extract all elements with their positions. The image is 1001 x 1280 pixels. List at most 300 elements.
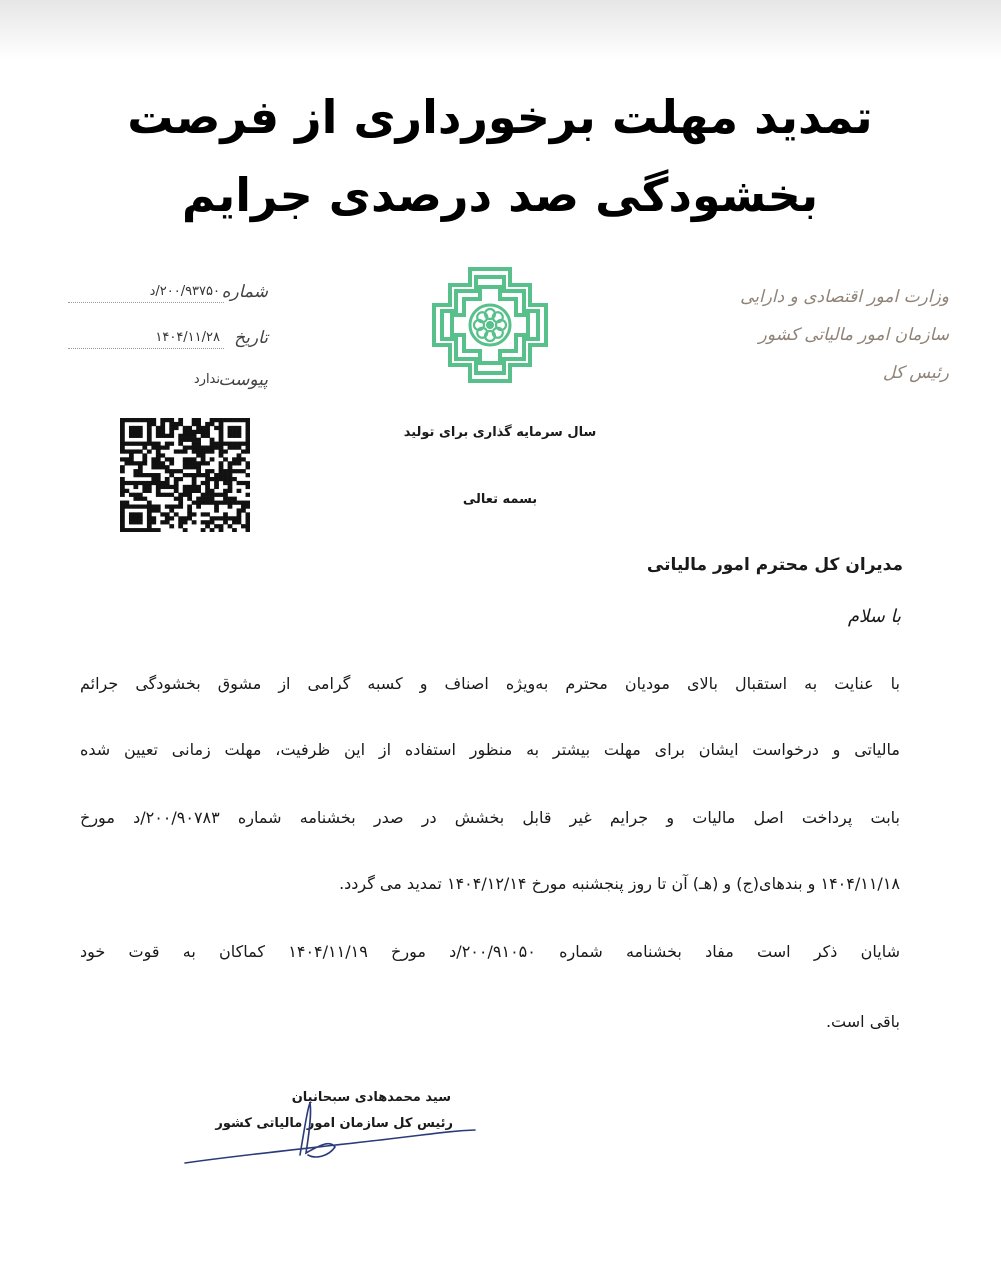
qr-module [241, 501, 246, 505]
qr-module [142, 461, 147, 465]
qr-module [142, 446, 147, 450]
qr-module [120, 524, 125, 528]
qr-module [142, 418, 147, 422]
qr-module [241, 442, 246, 446]
qr-module [246, 449, 250, 453]
qr-module [241, 418, 246, 422]
qr-module [178, 469, 183, 473]
qr-module [156, 504, 161, 508]
qr-module [228, 489, 233, 493]
qr-module [246, 473, 250, 477]
qr-module [223, 512, 228, 516]
qr-module [246, 442, 250, 446]
qr-module [228, 430, 233, 434]
qr-module [133, 430, 138, 434]
headline [60, 78, 940, 234]
qr-module [237, 469, 242, 473]
qr-module [142, 473, 147, 477]
qr-module [178, 493, 183, 497]
qr-module [214, 426, 219, 430]
emblem-rosette-center [486, 321, 494, 329]
qr-module [228, 477, 233, 481]
body-line-1: با عنایت به استقبال بالای مودیان محترم به‌ویژه اصناف و کسبه گرامی از مشوق بخشودگی جرائم [80, 674, 900, 693]
qr-module [214, 473, 219, 477]
qr-module [151, 442, 156, 446]
qr-module [237, 481, 242, 485]
qr-module [223, 418, 228, 422]
qr-module [174, 485, 179, 489]
qr-module [165, 418, 170, 422]
qr-module [232, 477, 237, 481]
qr-module [205, 497, 210, 501]
qr-module [165, 504, 170, 508]
qr-module [187, 504, 192, 508]
qr-module [120, 516, 125, 520]
qr-module [223, 473, 228, 477]
qr-module [228, 473, 233, 477]
qr-module [219, 461, 224, 465]
qr-module [174, 469, 179, 473]
qr-module [156, 457, 161, 461]
qr-module [156, 446, 161, 450]
qr-module [228, 469, 233, 473]
qr-module [156, 442, 161, 446]
qr-module [201, 501, 206, 505]
qr-module [223, 501, 228, 505]
qr-module [205, 520, 210, 524]
qr-module [223, 477, 228, 481]
qr-module [165, 434, 170, 438]
qr-module [160, 426, 165, 430]
qr-module [129, 520, 134, 524]
qr-module [205, 481, 210, 485]
qr-module [237, 508, 242, 512]
meta-date-underline [68, 348, 224, 349]
qr-module [151, 477, 156, 481]
qr-module [183, 489, 188, 493]
qr-module [142, 481, 147, 485]
qr-module [124, 442, 129, 446]
qr-module [201, 461, 206, 465]
qr-module [196, 446, 201, 450]
qr-module [187, 434, 192, 438]
meta-attachment-value: ندارد [193, 372, 220, 387]
qr-module [142, 453, 147, 457]
qr-module [120, 512, 125, 516]
qr-module [160, 461, 165, 465]
qr-module [219, 449, 224, 453]
qr-module [201, 512, 206, 516]
qr-module [214, 418, 219, 422]
qr-module [147, 418, 152, 422]
qr-module [228, 485, 233, 489]
qr-module [214, 504, 219, 508]
qr-module [129, 430, 134, 434]
qr-module [210, 422, 215, 426]
qr-module [120, 434, 125, 438]
qr-module [237, 430, 242, 434]
qr-module [223, 442, 228, 446]
qr-module [178, 418, 183, 422]
qr-module [151, 473, 156, 477]
qr-module [151, 446, 156, 450]
qr-module [192, 485, 197, 489]
qr-module [129, 512, 134, 516]
qr-module [192, 434, 197, 438]
qr-module [120, 422, 125, 426]
qr-module [120, 485, 125, 489]
qr-module [138, 426, 143, 430]
qr-module [192, 449, 197, 453]
qr-module [165, 516, 170, 520]
qr-module [133, 449, 138, 453]
qr-module [214, 442, 219, 446]
qr-module [147, 501, 152, 505]
qr-module [156, 477, 161, 481]
qr-module [246, 418, 250, 422]
qr-module [205, 426, 210, 430]
qr-module [120, 430, 125, 434]
qr-module [160, 512, 165, 516]
qr-module [201, 520, 206, 524]
qr-module [192, 430, 197, 434]
qr-module [196, 422, 201, 426]
body-line-2: مالیاتی و درخواست ایشان برای مهلت بیشتر به منظور استفاده از این ظرفیت، مهلت زمانی تعیین شده [80, 740, 900, 759]
qr-module [169, 473, 174, 477]
qr-module [228, 434, 233, 438]
qr-module [205, 430, 210, 434]
qr-module [129, 528, 134, 532]
qr-module [232, 442, 237, 446]
qr-module [142, 457, 147, 461]
qr-module [124, 457, 129, 461]
qr-module [228, 516, 233, 520]
qr-module [187, 516, 192, 520]
qr-module [147, 426, 152, 430]
qr-module [120, 469, 125, 473]
qr-module [147, 516, 152, 520]
meta-date-label: تاریخ [234, 328, 268, 348]
qr-module [201, 449, 206, 453]
qr-module [214, 446, 219, 450]
qr-module [120, 501, 125, 505]
qr-module [169, 434, 174, 438]
qr-module [237, 426, 242, 430]
qr-module [219, 524, 224, 528]
qr-module [214, 524, 219, 528]
qr-module [165, 469, 170, 473]
qr-module [169, 461, 174, 465]
recipient: مدیران کل محترم امور مالیاتی [646, 555, 903, 575]
qr-module [228, 461, 233, 465]
qr-module [205, 477, 210, 481]
qr-module [147, 422, 152, 426]
qr-module [219, 434, 224, 438]
qr-module [241, 508, 246, 512]
qr-module [142, 442, 147, 446]
qr-module [192, 477, 197, 481]
qr-module [147, 430, 152, 434]
qr-module [124, 481, 129, 485]
qr-module [246, 434, 250, 438]
qr-module [223, 516, 228, 520]
qr-module [232, 516, 237, 520]
qr-module [138, 461, 143, 465]
qr-module [138, 442, 143, 446]
qr-module [187, 497, 192, 501]
meta-date-value: ۱۴۰۴/۱۱/۲۸ [155, 330, 220, 345]
qr-module [196, 465, 201, 469]
qr-module [205, 493, 210, 497]
qr-module [138, 516, 143, 520]
qr-module [133, 520, 138, 524]
qr-module [205, 434, 210, 438]
year-slogan: سال سرمایه گذاری برای تولید [403, 425, 597, 440]
qr-module [214, 516, 219, 520]
qr-module [169, 469, 174, 473]
qr-module [201, 528, 206, 532]
qr-module [142, 489, 147, 493]
qr-module [178, 449, 183, 453]
qr-module [165, 493, 170, 497]
qr-module [151, 457, 156, 461]
top-shadow [0, 0, 1001, 60]
qr-module [187, 457, 192, 461]
qr-module [178, 422, 183, 426]
qr-module [237, 520, 242, 524]
qr-module [241, 449, 246, 453]
qr-module [196, 430, 201, 434]
qr-module [120, 528, 125, 532]
qr-module [183, 485, 188, 489]
qr-module [210, 477, 215, 481]
qr-module [246, 481, 250, 485]
qr-module [133, 512, 138, 516]
qr-module [138, 418, 143, 422]
qr-module [223, 493, 228, 497]
qr-module [192, 481, 197, 485]
qr-module [178, 524, 183, 528]
qr-module [129, 493, 134, 497]
qr-module [183, 457, 188, 461]
qr-module [219, 493, 224, 497]
qr-module [138, 469, 143, 473]
qr-module [174, 489, 179, 493]
qr-module [214, 485, 219, 489]
qr-module [187, 508, 192, 512]
qr-module [120, 489, 125, 493]
qr-module [169, 524, 174, 528]
qr-module [192, 520, 197, 524]
qr-module [151, 418, 156, 422]
qr-module [120, 493, 125, 497]
qr-module [147, 473, 152, 477]
qr-module [232, 426, 237, 430]
qr-module [228, 504, 233, 508]
qr-module [160, 430, 165, 434]
qr-module [169, 422, 174, 426]
qr-module [183, 516, 188, 520]
qr-module [138, 481, 143, 485]
qr-module [147, 434, 152, 438]
tax-organization-emblem [430, 265, 550, 385]
qr-module [129, 426, 134, 430]
qr-module [160, 493, 165, 497]
qr-module [192, 446, 197, 450]
qr-module [228, 481, 233, 485]
qr-module [205, 485, 210, 489]
qr-module [156, 485, 161, 489]
qr-module [147, 512, 152, 516]
qr-module [237, 434, 242, 438]
qr-module [192, 457, 197, 461]
qr-module [210, 418, 215, 422]
qr-module [151, 461, 156, 465]
qr-module [120, 504, 125, 508]
qr-module [120, 508, 125, 512]
qr-module [178, 438, 183, 442]
qr-module [120, 465, 125, 469]
qr-module [196, 501, 201, 505]
qr-module [147, 449, 152, 453]
qr-module [196, 438, 201, 442]
qr-module [174, 422, 179, 426]
qr-module [151, 481, 156, 485]
qr-module [205, 524, 210, 528]
qr-module [151, 504, 156, 508]
qr-module [138, 434, 143, 438]
qr-module [138, 449, 143, 453]
qr-module [192, 512, 197, 516]
qr-module [219, 430, 224, 434]
qr-module [223, 457, 228, 461]
qr-module [246, 465, 250, 469]
qr-module [147, 481, 152, 485]
qr-module [138, 430, 143, 434]
qr-module [129, 449, 134, 453]
ministry-line-3: رئیس کل [882, 363, 949, 383]
qr-module [232, 497, 237, 501]
qr-module [228, 426, 233, 430]
qr-module [246, 528, 250, 532]
qr-module [205, 449, 210, 453]
qr-module [120, 449, 125, 453]
qr-module [178, 501, 183, 505]
qr-module [169, 516, 174, 520]
qr-module [183, 520, 188, 524]
body-line-4: ۱۴۰۴/۱۱/۱۸ و بندهای(ج) و (هـ) آن تا روز پنجشنبه مورخ ۱۴۰۴/۱۲/۱۴ تمدید می گردد. [339, 874, 900, 893]
meta-number-value: ۲۰۰/۹۳۷۵۰/د [149, 284, 220, 299]
qr-module [151, 520, 156, 524]
qr-module [219, 438, 224, 442]
qr-module [205, 489, 210, 493]
qr-module [133, 497, 138, 501]
qr-module [133, 434, 138, 438]
qr-module [133, 485, 138, 489]
qr-module [205, 446, 210, 450]
qr-module [210, 457, 215, 461]
qr-module [219, 469, 224, 473]
qr-module [219, 446, 224, 450]
qr-module [241, 457, 246, 461]
qr-module [196, 461, 201, 465]
qr-module [120, 442, 125, 446]
qr-module [219, 426, 224, 430]
qr-module [165, 442, 170, 446]
qr-module [246, 485, 250, 489]
qr-module [214, 481, 219, 485]
qr-module [138, 520, 143, 524]
qr-module [138, 512, 143, 516]
qr-module [205, 469, 210, 473]
qr-module [183, 446, 188, 450]
qr-module [232, 457, 237, 461]
qr-module [237, 461, 242, 465]
qr-module [156, 489, 161, 493]
qr-module [187, 489, 192, 493]
qr-module [124, 418, 129, 422]
qr-module [160, 453, 165, 457]
qr-module [201, 497, 206, 501]
qr-module [147, 520, 152, 524]
qr-module [192, 418, 197, 422]
qr-module [183, 430, 188, 434]
qr-module [232, 434, 237, 438]
qr-module [246, 493, 250, 497]
qr-module [156, 453, 161, 457]
qr-module [183, 461, 188, 465]
qr-module [246, 461, 250, 465]
qr-module [169, 418, 174, 422]
qr-module [214, 477, 219, 481]
qr-module [129, 418, 134, 422]
qr-module [223, 449, 228, 453]
qr-module [133, 473, 138, 477]
qr-module [147, 524, 152, 528]
qr-module [156, 430, 161, 434]
qr-module [201, 457, 206, 461]
qr-module [120, 438, 125, 442]
qr-module [138, 465, 143, 469]
qr-module [246, 520, 250, 524]
qr-module [210, 449, 215, 453]
qr-module [187, 430, 192, 434]
qr-module [237, 501, 242, 505]
qr-module [133, 516, 138, 520]
qr-module [201, 453, 206, 457]
qr-module [187, 473, 192, 477]
qr-module [147, 508, 152, 512]
qr-module [165, 485, 170, 489]
qr-module [169, 430, 174, 434]
qr-module [219, 477, 224, 481]
qr-module [210, 489, 215, 493]
qr-module [165, 457, 170, 461]
qr-module [160, 481, 165, 485]
qr-module [246, 430, 250, 434]
qr-module [129, 453, 134, 457]
qr-module [138, 497, 143, 501]
qr-module [138, 473, 143, 477]
qr-module [196, 497, 201, 501]
meta-number-row [68, 282, 268, 308]
qr-module [228, 442, 233, 446]
meta-date-row [68, 328, 268, 354]
qr-module [124, 528, 129, 532]
qr-module [174, 426, 179, 430]
signatory-title: رئیس کل سازمان امور مالیاتی کشور [215, 1116, 453, 1131]
qr-module [142, 528, 147, 532]
